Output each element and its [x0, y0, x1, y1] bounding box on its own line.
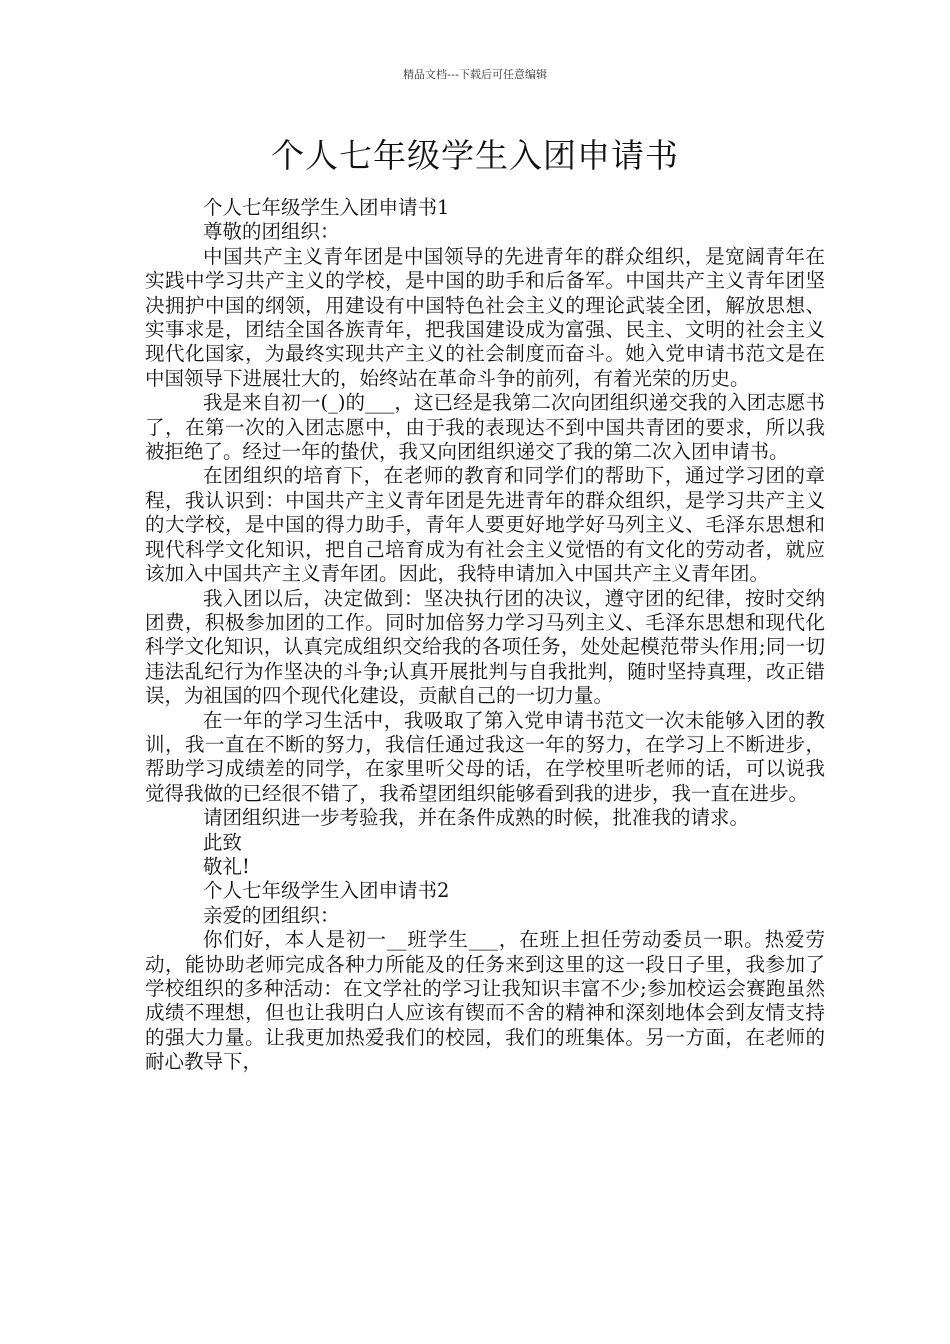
section1-closing-1: 此致 — [203, 830, 243, 854]
section1-paragraph-3: 在团组织的培育下，在老师的教育和同学们的帮助下，通过学习团的章程，我认识到：中国共产主义青年团是先进青年的群众组织，是学习共产主义的大学校，是中国的得力助手，青年人要更好地学好马列主义、毛泽东思想和现代科学文化知识，把自己培育成为有社会主义觉悟的有文化的劳动者，就应该加入中国共产主义青年团。因此，我特申请加入中国共产主义青年团。 — [145, 464, 825, 586]
section2-salutation: 亲爱的团组织： — [203, 903, 340, 927]
section2-paragraph-1: 你们好，本人是初一__班学生___，在班上担任劳动委员一职。热爱劳动，能协助老师完成各种力所能及的任务来到这里的这一段日子里，我参加了学校组织的多种活动：在文学社的学习让我知识丰富不少;参加校运会赛跑虽然成绩不理想，但也让我明白人应该有锲而不舍的精神和深刻地体会到友情支持的强大力量。让我更加热爱我们的校园，我们的班集体。另一方面，在老师的耐心教导下， — [145, 928, 825, 1074]
section1-paragraph-2: 我是来自初一(_)的___，这已经是我第二次向团组织递交我的入团志愿书了，在第一次的入团志愿中，由于我的表现达不到中国共青团的要求，所以我被拒绝了。经过一年的蛰伏，我又向团组织递交了我的第二次入团申请书。 — [145, 391, 825, 464]
section1-closing-2: 敬礼! — [203, 854, 250, 878]
section1-paragraph-5: 在一年的学习生活中，我吸取了第入党申请书范文一次未能够入团的教训，我一直在不断的努力，我信任通过我这一年的努力，在学习上不断进步，帮助学习成绩差的同学，在家里听父母的话，在学校里听老师的话，可以说我觉得我做的已经很不错了，我希望团组织能够看到我的进步，我一直在进步。 — [145, 708, 825, 805]
section1-heading: 个人七年级学生入团申请书1 — [203, 196, 450, 219]
document-title: 个人七年级学生入团申请书 — [271, 136, 679, 175]
header-note: 精品文档---下载后可任意编辑 — [403, 68, 547, 81]
document-body — [145, 196, 825, 1075]
section1-paragraph-6: 请团组织进一步考验我，并在条件成熟的时候，批准我的请求。 — [203, 806, 750, 830]
section2-heading: 个人七年级学生入团申请书2 — [203, 879, 450, 903]
section1-paragraph-1: 中国共产主义青年团是中国领导的先进青年的群众组织，是宽阔青年在实践中学习共产主义的学校，是中国的助手和后备军。中国共产主义青年团坚决拥护中国的纲领，用建设有中国特色社会主义的理论武装全团，解放思想、实事求是，团结全国各族青年，把我国建设成为富强、民主、文明的社会主义现代化国家，为最终实现共产主义的社会制度而奋斗。她入党申请书范文是在中国领导下进展壮大的，始终站在革命斗争的前列，有着光荣的历史。 — [145, 244, 825, 390]
section1-salutation: 尊敬的团组织： — [203, 220, 340, 244]
section1-paragraph-4: 我入团以后，决定做到：坚决执行团的决议，遵守团的纪律，按时交纳团费，积极参加团的工作。同时加倍努力学习马列主义、毛泽东思想和现代化科学文化知识，认真完成组织交给我的各项任务，处处起模范带头作用;同一切违法乱纪行为作坚决的斗争;认真开展批判与自我批判，随时坚持真理，改正错误，为祖国的四个现代化建设，贡献自己的一切力量。 — [145, 586, 825, 708]
